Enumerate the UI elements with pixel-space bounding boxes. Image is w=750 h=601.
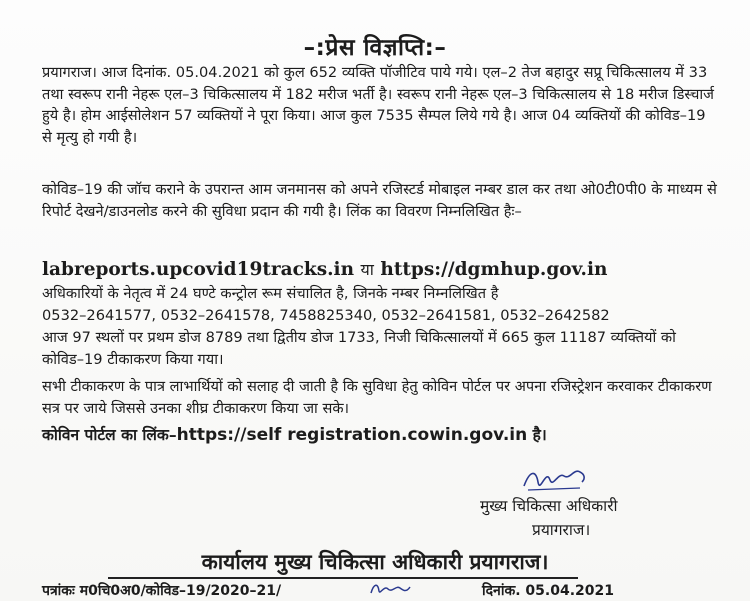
link-separator: या <box>360 260 374 279</box>
signatory-title: मुख्य चिकित्सा अधिकारी <box>480 497 618 515</box>
cowin-url[interactable]: https://self registration.cowin.gov.in <box>176 425 528 445</box>
office-name: कार्यालय मुख्य चिकित्सा अधिकारी प्रयागराज। <box>201 550 549 574</box>
link-dgmhup[interactable]: https://dgmhup.gov.in <box>380 259 608 280</box>
issue-date <box>482 581 614 600</box>
link-labreports[interactable]: labreports.upcovid19tracks.in <box>42 259 355 280</box>
control-room-phones: 0532–2641577, 0532–2641578, 7458825340, 0532–2641581, 0532–2642582 <box>42 307 610 324</box>
reference-prefix: पत्रांकः <box>42 583 75 599</box>
paragraph-report-download: कोविड–19 की जॉच कराने के उपरान्त आम जनमानस को अपने रजिस्टर्ड मोबाइल नम्बर डाल कर तथा ओ0टी0पी0 के माध्यम से रिपोर्ट देखने/डाउनलोड करने की सुविधा प्रदान की गयी है। लिंक का विवरण निम्नलिखित हैः– <box>42 181 717 220</box>
signature-scribble <box>520 462 590 496</box>
cowin-suffix: है। <box>532 426 547 444</box>
signatory-place: प्रयागराज। <box>532 521 591 539</box>
press-release-heading: –:प्रेस विज्ञप्ति:– <box>303 35 447 61</box>
reference-number <box>42 581 281 600</box>
date-label: दिनांक. <box>482 583 521 599</box>
cowin-label: कोविन पोर्टल का लिंक– <box>42 426 177 444</box>
report-links <box>42 258 720 280</box>
paragraph-vaccination-count: आज 97 स्थलों पर प्रथम डोज 8789 तथा द्वितीय डोज 1733, निजी चिकित्सालयों में 665 कुल 11187 व्यक्तियों को कोविड–19 टीकाकरण किया गया। <box>42 329 676 368</box>
handwritten-mark <box>368 579 414 599</box>
paragraph-control-room: अधिकारियों के नेतृत्व में 24 घण्टे कन्ट्रोल रूम संचालित है, जिनके नम्बर निम्नलिखित है <box>42 285 499 302</box>
reference-code: म0चि0अ0/कोविड–19/2020–21/ <box>79 583 282 599</box>
paragraph-case-summary: प्रयागराज। आज दिनांक. 05.04.2021 को कुल 652 व्यक्ति पॉजीटिव पाये गये। एल–2 तेज बहादुर सप्रू चिकित्सालय में 33 तथा स्वरूप रानी नेहरू एल–3 चिकित्सालय में 182 मरीज भर्ती है। स्वरूप रानी नेहरू एल–3 चिकित्सालय से 18 मरीज डिस्चार्ज हुये है। होम आईसोलेशन 57 व्यक्तियों ने पूरा किया। आज कुल 7535 सैम्पल लिये गये है। आज 04 व्यक्तियों की कोविड–19 से मृत्यु हो गयी है। <box>42 64 714 146</box>
office-underline <box>108 577 578 579</box>
cowin-link-line <box>42 423 720 445</box>
date-value: 05.04.2021 <box>525 583 614 599</box>
paragraph-vaccination-advice: सभी टीकाकरण के पात्र लाभार्थियों को सलाह दी जाती है कि सुविधा हेतु कोविन पोर्टल पर अपना रजिस्ट्रेशन करवाकर टीकाकरण सत्र पर जाये जिससे उनका शीघ्र टीकाकरण किया जा सके। <box>42 378 712 417</box>
